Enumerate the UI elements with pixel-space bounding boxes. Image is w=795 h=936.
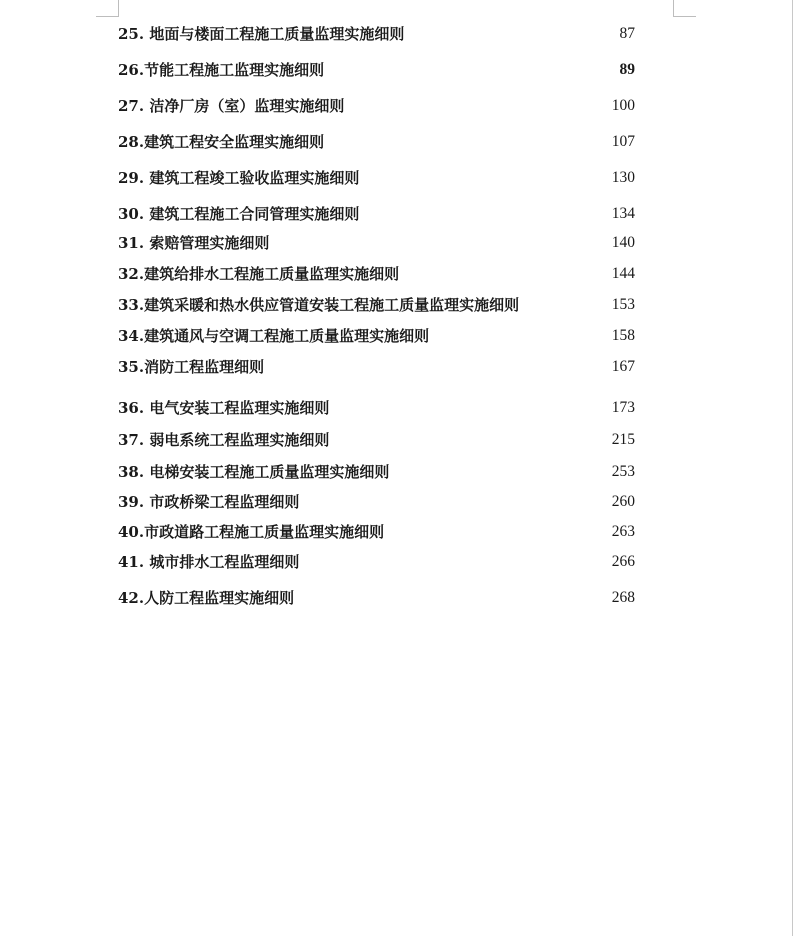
toc-entry[interactable]	[118, 130, 635, 154]
toc-entry-page: 268	[611, 589, 635, 606]
toc-entry-title: 30. 建筑工程施工合同管理实施细则	[118, 205, 360, 223]
toc-entry[interactable]	[118, 231, 635, 255]
toc-entry[interactable]	[118, 262, 635, 286]
toc-entry-page: 87	[619, 25, 635, 42]
toc-entry[interactable]	[118, 520, 635, 544]
toc-entry-page: 130	[611, 169, 635, 186]
toc-entry[interactable]	[118, 428, 635, 452]
toc-entry-page: 173	[611, 399, 635, 416]
toc-entry-page: 89	[619, 61, 635, 78]
toc-entry-page: 107	[611, 133, 635, 150]
toc-entry-title: 31. 索赔管理实施细则	[118, 234, 270, 252]
toc-entry-page: 144	[611, 265, 635, 282]
toc-entry-title: 35.消防工程监理细则	[118, 358, 265, 376]
toc-entry-title: 38. 电梯安装工程施工质量监理实施细则	[118, 463, 390, 481]
toc-entry[interactable]	[118, 396, 635, 420]
toc-entry-page: 153	[611, 296, 635, 313]
toc-entry-title: 27. 洁净厂房（室）监理实施细则	[118, 97, 345, 115]
toc-entry-page: 260	[611, 493, 635, 510]
toc-entry-title: 25. 地面与楼面工程施工质量监理实施细则	[118, 25, 405, 43]
toc-entry-title: 33.建筑采暖和热水供应管道安装工程施工质量监理实施细则	[118, 296, 520, 314]
toc-entry-title: 40.市政道路工程施工质量监理实施细则	[118, 523, 385, 541]
toc-entry-title: 37. 弱电系统工程监理实施细则	[118, 431, 330, 449]
crop-mark-left	[96, 16, 119, 17]
toc-entry-page: 100	[611, 97, 635, 114]
toc-entry-page: 253	[611, 463, 635, 480]
toc-entry[interactable]	[118, 58, 635, 82]
toc-entry[interactable]	[118, 324, 635, 348]
toc-entry[interactable]	[118, 94, 635, 118]
toc-entry[interactable]	[118, 22, 635, 46]
toc-entry-page: 158	[611, 327, 635, 344]
toc-entry[interactable]	[118, 586, 635, 610]
toc-entry-page: 266	[611, 553, 635, 570]
toc-entry-title: 42.人防工程监理实施细则	[118, 589, 295, 607]
toc-entry-page: 134	[611, 205, 635, 222]
toc-entry[interactable]	[118, 490, 635, 514]
toc-entry[interactable]	[118, 355, 635, 379]
crop-mark-left-vertical	[118, 0, 119, 17]
toc-entry-title: 39. 市政桥梁工程监理细则	[118, 493, 300, 511]
toc-entry-page: 215	[611, 431, 635, 448]
toc-entry-page: 263	[611, 523, 635, 540]
toc-entry-title: 26.节能工程施工监理实施细则	[118, 61, 325, 79]
toc-entry[interactable]	[118, 460, 635, 484]
toc-entry-title: 36. 电气安装工程监理实施细则	[118, 399, 330, 417]
page-edge-divider	[792, 0, 793, 936]
toc-entry[interactable]	[118, 166, 635, 190]
toc-entry[interactable]	[118, 550, 635, 574]
toc-entry-title: 41. 城市排水工程监理细则	[118, 553, 300, 571]
toc-entry[interactable]	[118, 293, 635, 317]
toc-entry-title: 32.建筑给排水工程施工质量监理实施细则	[118, 265, 400, 283]
toc-entry-page: 167	[611, 358, 635, 375]
toc-entry[interactable]	[118, 202, 635, 226]
toc-entry-title: 29. 建筑工程竣工验收监理实施细则	[118, 169, 360, 187]
crop-mark-right-vertical	[673, 0, 674, 17]
toc-entry-page: 140	[611, 234, 635, 251]
toc-entry-title: 34.建筑通风与空调工程施工质量监理实施细则	[118, 327, 430, 345]
crop-mark-right	[673, 16, 696, 17]
toc-entry-title: 28.建筑工程安全监理实施细则	[118, 133, 325, 151]
